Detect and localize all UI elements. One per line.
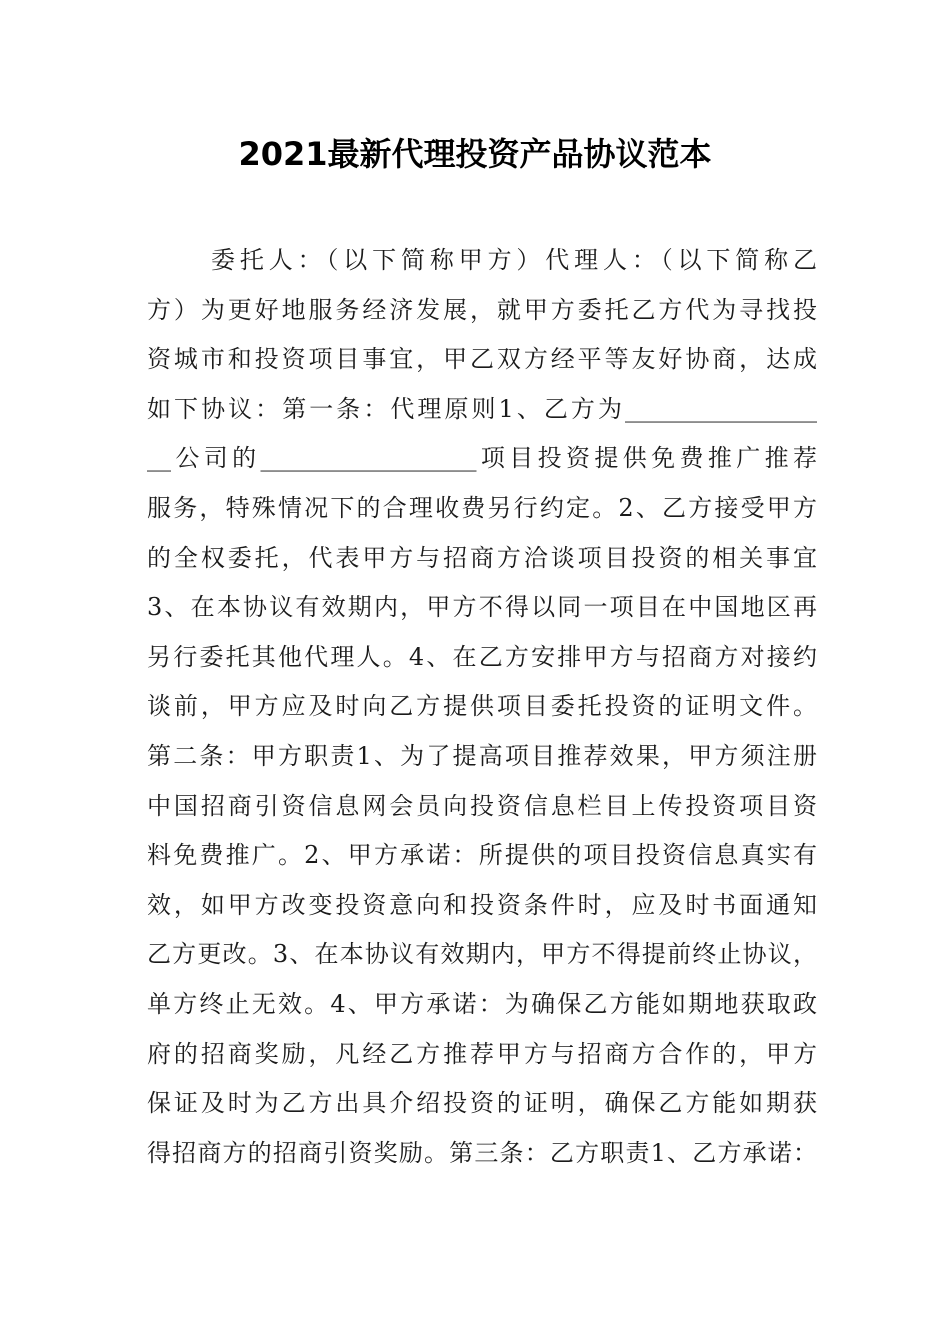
body-line: 得招商方的招商引资奖励。第三条：乙方职责1、乙方承诺： xyxy=(147,1138,817,1167)
body-line: __公司的__________________项目投资提供免费推广推荐 xyxy=(147,444,817,473)
body-line: 谈前，甲方应及时向乙方提供项目委托投资的证明文件。 xyxy=(147,692,817,721)
body-line: 单方终止无效。4、甲方承诺：为确保乙方能如期地获取政 xyxy=(147,989,817,1018)
body-line: 料免费推广。2、甲方承诺：所提供的项目投资信息真实有 xyxy=(147,841,817,870)
body-line: 乙方更改。3、在本协议有效期内，甲方不得提前终止协议， xyxy=(147,940,817,969)
body-line: 保证及时为乙方出具介绍投资的证明，确保乙方能如期获 xyxy=(147,1089,817,1118)
body-line: 的全权委托，代表甲方与招商方洽谈项目投资的相关事宜 xyxy=(147,543,817,572)
body-line: 方）为更好地服务经济发展，就甲方委托乙方代为寻找投 xyxy=(147,295,817,324)
document-body xyxy=(147,236,817,1178)
body-line: 府的招商奖励，凡经乙方推荐甲方与招商方合作的，甲方 xyxy=(147,1039,817,1068)
body-line: 服务，特殊情况下的合理收费另行约定。2、乙方接受甲方 xyxy=(147,493,817,522)
body-line: 资城市和投资项目事宜，甲乙双方经平等友好协商，达成 xyxy=(147,345,817,374)
body-line: 第二条：甲方职责1、为了提高项目推荐效果，甲方须注册 xyxy=(147,741,817,770)
body-line: 另行委托其他代理人。4、在乙方安排甲方与招商方对接约 xyxy=(147,642,817,671)
body-line: 3、在本协议有效期内，甲方不得以同一项目在中国地区再 xyxy=(147,593,817,622)
body-line: 如下协议：第一条：代理原则1、乙方为________________ xyxy=(147,394,817,423)
body-line: 委托人：（以下简称甲方）代理人：（以下简称乙 xyxy=(211,246,817,274)
document-title: 2021最新代理投资产品协议范本 xyxy=(238,135,712,173)
body-line: 效，如甲方改变投资意向和投资条件时，应及时书面通知 xyxy=(147,890,817,919)
body-line: 中国招商引资信息网会员向投资信息栏目上传投资项目资 xyxy=(147,791,817,820)
